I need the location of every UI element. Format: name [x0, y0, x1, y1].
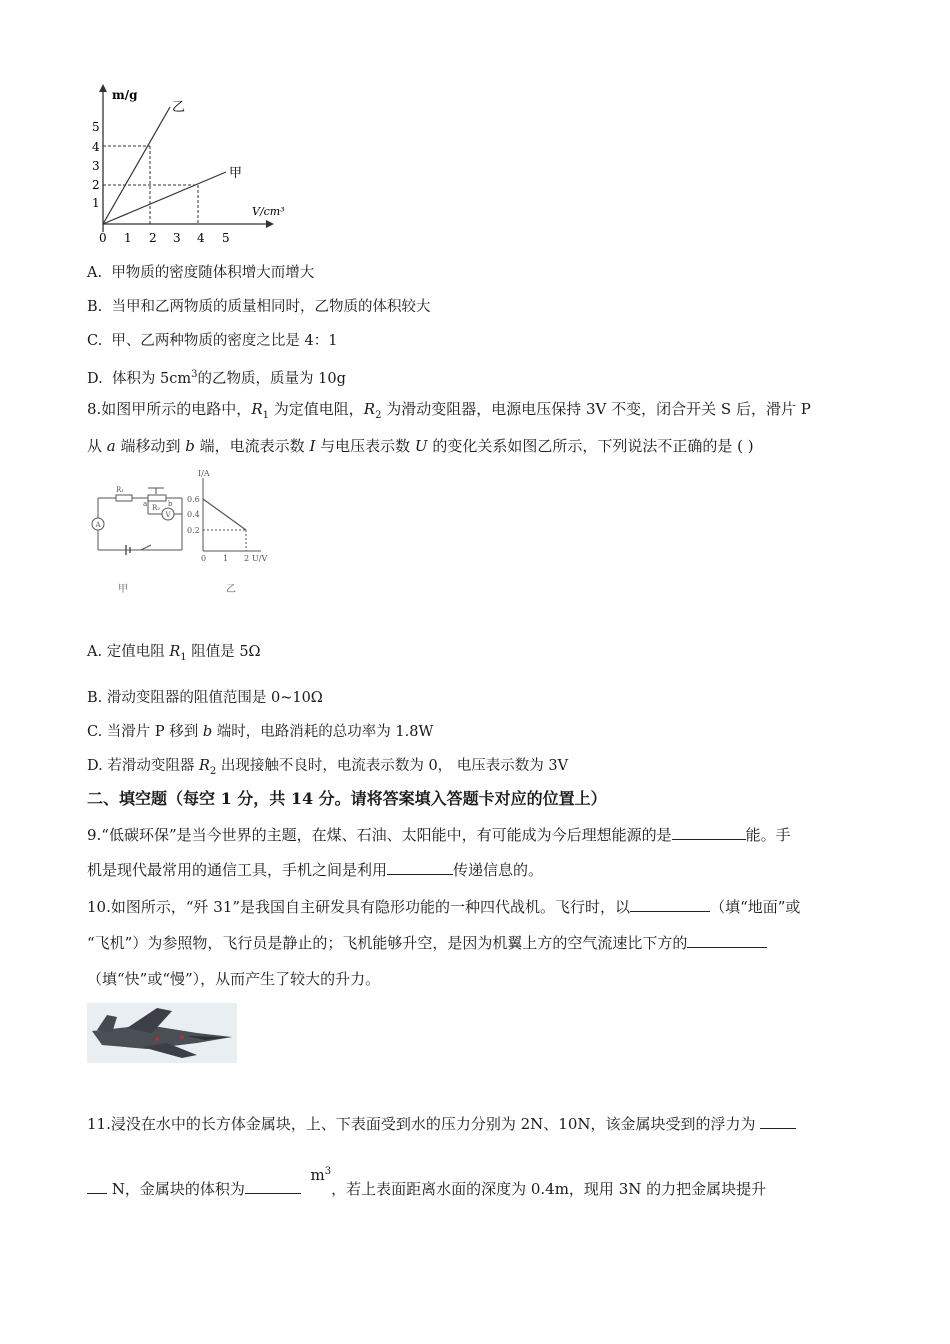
q9-line1 — [87, 825, 791, 845]
q10-line3: （填“快”或“慢”），从而产生了较大的升力。 — [87, 970, 381, 988]
y-tick: 1 — [92, 196, 100, 210]
section-title: 二、填空题（每空 1 分，共 14 分。请将答案填入答题卡对应的位置上） — [87, 789, 607, 808]
answer-blank[interactable] — [687, 933, 767, 948]
option-letter: C. — [87, 333, 103, 349]
r2-rheostat — [148, 495, 166, 501]
text: 出现接触不良时，电流表示数为 0， 电压表示数为 3V — [216, 758, 569, 774]
text: b — [202, 724, 213, 740]
series-line-yi — [103, 107, 170, 224]
iu-xtick: 2 — [244, 554, 250, 563]
x-tick: 5 — [222, 231, 230, 245]
text: 阻值是 5Ω — [186, 644, 261, 660]
q10-line1 — [87, 897, 800, 917]
r2-label: R₂ — [152, 504, 161, 512]
x-tick: 2 — [149, 231, 157, 245]
q8-stem-line2 — [87, 436, 754, 456]
text: b — [185, 437, 195, 455]
x-ticks — [99, 231, 230, 245]
text: R — [363, 400, 376, 418]
text: C. 当滑片 P 移到 — [87, 724, 203, 740]
text: D. 若滑动变阻器 — [87, 758, 199, 774]
text: 端时，电路消耗的总功率为 1.8W — [212, 724, 434, 740]
text: I — [309, 437, 316, 455]
option-text: 的乙物质，质量为 10g — [197, 370, 346, 387]
text: 1 — [180, 651, 187, 663]
iu-ylabel: I/A — [198, 469, 210, 478]
iu-xlabel: U/V — [252, 554, 268, 563]
text: 1 — [262, 410, 269, 421]
text: 能。手 — [745, 826, 791, 844]
y-axis-arrow — [99, 84, 107, 92]
option-text: 甲、乙两种物质的密度之比是 4：1 — [111, 333, 338, 349]
answer-blank[interactable] — [672, 825, 746, 840]
q7-option-b — [87, 297, 430, 317]
text: a — [106, 437, 116, 455]
q8-stem-line1 — [87, 399, 811, 426]
series-label-jia: 甲 — [229, 166, 243, 181]
text: 2 — [375, 410, 382, 421]
text: 与电压表示数 — [315, 437, 415, 455]
text: “飞机”）为参照物，飞行员是静止的；飞机能够升空，是因为机翼上方的空气流速比下方的 — [87, 934, 688, 952]
text: 端移动到 — [115, 437, 186, 455]
option-letter: B. — [87, 299, 103, 315]
option-text: 当甲和乙两物质的质量相同时，乙物质的体积较大 — [111, 299, 431, 315]
option-letter: D. — [87, 370, 103, 387]
text: R — [251, 400, 263, 418]
text: 9.“低碳环保”是当今世界的主题，在煤、石油、太阳能中，有可能成为今后理想能源的是 — [87, 826, 672, 844]
y-tick: 5 — [92, 120, 100, 134]
q7-mass-volume-graph — [88, 82, 298, 247]
answer-blank[interactable] — [630, 897, 710, 912]
answer-blank[interactable] — [245, 1179, 301, 1194]
q8-option-b: B. 滑动变阻器的阻值范围是 0~10Ω — [87, 690, 323, 706]
answer-blank[interactable] — [760, 1114, 796, 1129]
option-letter: A. — [87, 265, 103, 281]
x-tick: 4 — [197, 231, 205, 245]
q8-figure — [86, 466, 286, 596]
text: 2 — [209, 765, 217, 777]
r1-label: R₁ — [116, 486, 125, 494]
text: ，若上表面距离水面的深度为 0.4m，现用 3N 的力把金属块提升 — [331, 1180, 767, 1198]
q7-option-a — [87, 263, 314, 283]
text: A. 定值电阻 — [87, 644, 170, 660]
text: 从 — [87, 437, 107, 455]
text: 的变化关系如图乙所示，下列说法不正确的是 ( ) — [427, 437, 754, 455]
y-tick: 2 — [92, 178, 100, 192]
series-line-jia — [103, 172, 226, 224]
text: 为定值电阻， — [269, 400, 364, 418]
text: 11.浸没在水中的长方体金属块，上、下表面受到水的压力分别为 2N、10N，该金属块受到的浮力为 — [87, 1115, 756, 1133]
text: 8.如图甲所示的电路中， — [87, 400, 252, 418]
circuit-diagram — [92, 488, 182, 555]
x-axis-arrow — [266, 220, 274, 228]
b-label: b — [168, 500, 173, 508]
q10-line2 — [87, 933, 767, 953]
iu-xtick: 0 — [201, 554, 207, 563]
series-label-yi: 乙 — [172, 100, 186, 115]
y-tick: 4 — [92, 140, 100, 154]
y-axis-label: m/g — [112, 88, 138, 102]
text: R — [198, 758, 210, 774]
circuit-caption: 甲 — [118, 584, 128, 595]
iu-ytick: 0.6 — [187, 495, 200, 504]
y-tick: 3 — [92, 159, 100, 173]
r1-resistor — [116, 495, 132, 501]
iu-ytick: 0.4 — [187, 510, 200, 519]
ammeter-label: A — [95, 521, 101, 529]
q7-option-c — [87, 331, 337, 351]
unit-m: m — [310, 1166, 325, 1184]
option-sup: 3 — [191, 369, 198, 380]
graph-caption: 乙 — [226, 584, 236, 595]
q9-line2 — [87, 860, 543, 880]
option-text: 体积为 5cm — [111, 370, 192, 387]
text: N，金属块的体积为 — [111, 1180, 245, 1198]
y-ticks — [92, 120, 100, 210]
q8-option-d — [87, 756, 568, 782]
text: （填“地面”或 — [710, 898, 801, 916]
x-tick: 3 — [173, 231, 181, 245]
x-tick: 1 — [124, 231, 132, 245]
iu-xtick: 1 — [223, 554, 229, 563]
option-text: 甲物质的密度随体积增大而增大 — [111, 265, 315, 281]
text: 机是现代最常用的通信工具，手机之间是利用 — [87, 861, 388, 879]
x-axis-label: V/cm³ — [252, 205, 285, 218]
voltmeter-label: V — [165, 511, 171, 519]
answer-blank[interactable] — [387, 860, 453, 875]
iu-graph — [203, 478, 261, 551]
text: 10.如图所示，“歼 31”是我国自主研发具有隐形功能的一种四代战机。飞行时，以 — [87, 898, 631, 916]
x-tick: 0 — [99, 231, 107, 245]
a-label: a — [143, 500, 148, 508]
answer-blank[interactable] — [87, 1179, 107, 1194]
fighter-jet-image — [87, 1003, 237, 1063]
q8-option-c — [87, 722, 433, 742]
text: 传递信息的。 — [453, 861, 544, 879]
text: U — [414, 437, 428, 455]
q8-option-a — [87, 642, 261, 668]
q11-line1 — [87, 1114, 796, 1134]
iu-ytick: 0.2 — [187, 526, 200, 535]
unit-sup: 3 — [324, 1166, 332, 1177]
text: 端，电流表示数 — [194, 437, 310, 455]
text: 为滑动变阻器，电源电压保持 3V 不变，闭合开关 S 后，滑片 P — [381, 400, 811, 418]
q7-option-d — [87, 365, 346, 389]
q11-line2 — [87, 1166, 767, 1199]
text: R — [169, 644, 181, 660]
